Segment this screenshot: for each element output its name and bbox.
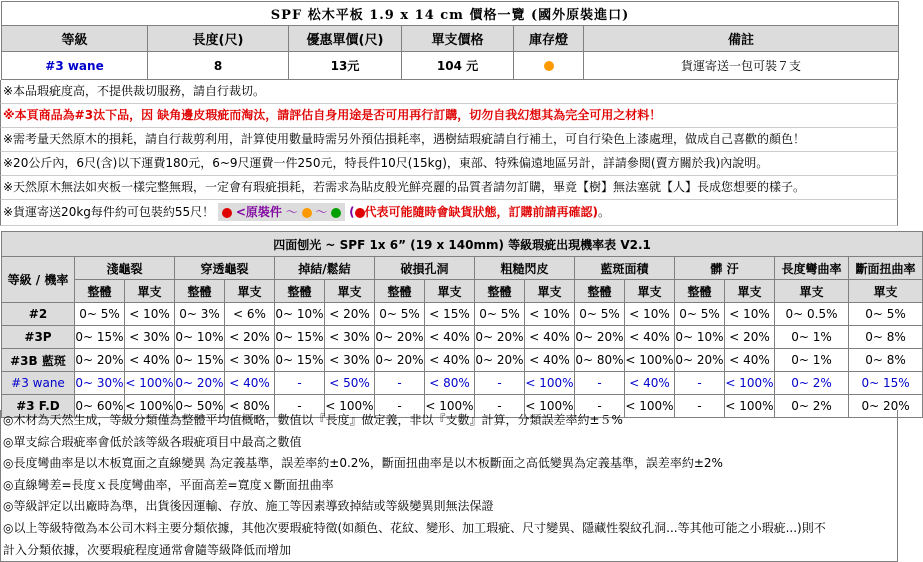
value-cell: 0~ 60%: [75, 395, 125, 418]
red-dot-icon: [355, 208, 365, 218]
value-cell: < 80%: [425, 372, 475, 395]
red-dot-icon: [222, 208, 232, 218]
subheader-whole: 整體: [175, 280, 225, 303]
value-cell: 0~ 8%: [849, 349, 923, 372]
value-cell: < 40%: [525, 326, 575, 349]
value-cell: < 30%: [225, 349, 275, 372]
green-dot-icon: [331, 208, 341, 218]
value-cell: < 10%: [125, 303, 175, 326]
subheader-single: 單支: [425, 280, 475, 303]
subheader-whole: 整體: [675, 280, 725, 303]
subheader-single: 單支: [225, 280, 275, 303]
value-cell: < 40%: [425, 326, 475, 349]
value-cell: < 30%: [325, 349, 375, 372]
subheader-single: 單支: [625, 280, 675, 303]
value-cell: 0~ 50%: [175, 395, 225, 418]
grade-link[interactable]: #3 wane: [2, 52, 148, 80]
value-cell: < 10%: [525, 303, 575, 326]
value-cell: < 100%: [525, 372, 575, 395]
value-cell: 0~ 2%: [775, 395, 849, 418]
value-cell: 0~ 20%: [175, 372, 225, 395]
subheader-single: 單支: [775, 280, 849, 303]
category-header: 粗糙閃皮: [475, 257, 575, 280]
value-cell: < 20%: [325, 303, 375, 326]
subheader-whole: 整體: [275, 280, 325, 303]
category-header: 掉結/鬆結: [275, 257, 375, 280]
table-row: [2, 372, 923, 395]
category-header: 斷面扭曲率: [849, 257, 923, 280]
value-cell: < 20%: [225, 326, 275, 349]
value-cell: -: [675, 395, 725, 418]
value-cell: < 80%: [225, 395, 275, 418]
footnote-1: ◎木材為天然生成，等級分類僅為整體平均值概略，數值以『長度』做定義，非以『支數』計算，分類誤差率約±５%: [0, 410, 898, 432]
value-cell: 0~ 30%: [75, 372, 125, 395]
value-cell: 0~ 5%: [675, 303, 725, 326]
value-cell: < 100%: [425, 395, 475, 418]
value-cell: 0~ 8%: [849, 326, 923, 349]
value-cell: 0~ 20%: [375, 326, 425, 349]
legend-sep-1: ～: [285, 205, 298, 219]
footnotes-block: [0, 410, 898, 562]
value-cell: < 100%: [625, 349, 675, 372]
value-cell: 0~ 3%: [175, 303, 225, 326]
value-cell: 0~ 15%: [275, 326, 325, 349]
subheader-single: 單支: [849, 280, 923, 303]
subheader-whole: 整體: [575, 280, 625, 303]
value-cell: -: [375, 395, 425, 418]
value-cell: 0~ 5%: [475, 303, 525, 326]
grade-cell: #2: [2, 303, 75, 326]
subheader-single: 單支: [525, 280, 575, 303]
value-cell: < 100%: [725, 372, 775, 395]
value-cell: < 40%: [225, 372, 275, 395]
value-cell: < 100%: [125, 372, 175, 395]
value-cell: 0~ 5%: [575, 303, 625, 326]
value-cell: 0~ 5%: [849, 303, 923, 326]
footnote-6: ◎以上等級特徵為本公司木料主要分類依據，其他次要瑕疵特徵(如顏色、花紋、變形、加工瑕疵、尺寸變異、隱藏性裂紋孔洞...等其他可能之小瑕疵...)則不: [0, 518, 898, 540]
note-1: ※本品瑕疵度高，不提供裁切服務，請自行裁切。: [0, 80, 898, 104]
footnote-5: ◎等級評定以出廠時為準，出貨後因運輸、存放、施工等因素導致掉結或等級變異則無法保證: [0, 496, 898, 518]
stick-price-value: 104 元: [402, 52, 514, 80]
grade-cell: #3P: [2, 326, 75, 349]
header-remark: 備註: [584, 26, 899, 52]
value-cell: -: [575, 395, 625, 418]
header-grade: 等級: [2, 26, 148, 52]
value-cell: < 40%: [525, 349, 575, 372]
value-cell: 0~ 2%: [775, 372, 849, 395]
table-row: [2, 303, 923, 326]
value-cell: 0~ 15%: [175, 349, 225, 372]
value-cell: -: [275, 372, 325, 395]
value-cell: < 10%: [625, 303, 675, 326]
value-cell: -: [275, 395, 325, 418]
value-cell: < 40%: [425, 349, 475, 372]
value-cell: 0~ 10%: [275, 303, 325, 326]
price-table-title: SPF 松木平板 1.9 x 14 cm 價格一覽 (國外原裝進口): [2, 2, 899, 26]
category-header: 藍斑面積: [575, 257, 675, 280]
note-6-prefix: ※貨運寄送20kg每件約可包裝約55尺！: [3, 205, 215, 219]
subheader-whole: 整體: [375, 280, 425, 303]
subheader-whole: 整體: [75, 280, 125, 303]
value-cell: 0~ 20%: [475, 326, 525, 349]
header-unit-price: 優惠單價(尺): [289, 26, 402, 52]
unit-price-value: 13元: [289, 52, 402, 80]
subheader-single: 單支: [725, 280, 775, 303]
value-cell: 0~ 1%: [775, 326, 849, 349]
value-cell: 0~ 20%: [849, 395, 923, 418]
value-cell: < 40%: [725, 349, 775, 372]
note-4: ※20公斤內，6尺(含)以下運費180元，6~9尺運費一件250元，特長件10尺(15kg)，東部、特殊偏遠地區另計，詳請參閱(賣方關於我)內說明。: [0, 152, 898, 176]
value-cell: < 100%: [125, 395, 175, 418]
note-5: ※天然原木無法如夾板一樣完整無瑕，一定會有瑕疵損耗，若需求為貼皮般光鮮亮麗的品質者請勿訂購，畢竟【樹】無法塞就【人】長成您想要的樣子。: [0, 176, 898, 200]
price-table: [1, 1, 899, 80]
value-cell: < 30%: [125, 326, 175, 349]
value-cell: < 10%: [725, 303, 775, 326]
footnote-3: ◎長度彎曲率是以木板寬面之直線變異 為定義基準，誤差率約±0.2%，斷面扭曲率是以木板斷面之高低變異為定義基準，誤差率約±2%: [0, 453, 898, 475]
note-3: ※需考量天然原木的損耗，請自行裁剪利用，計算使用數量時需另外預估損耗率，遇樹結瑕疵請自行補土，可自行染色上漆處理，做成自己喜歡的顏色！: [0, 128, 898, 152]
value-cell: 0~ 15%: [75, 326, 125, 349]
header-length: 長度(尺): [148, 26, 289, 52]
header-stock-light: 庫存燈: [514, 26, 584, 52]
value-cell: -: [675, 372, 725, 395]
defect-probability-table: [1, 231, 923, 418]
length-value: 8: [148, 52, 289, 80]
value-cell: 0~ 5%: [375, 303, 425, 326]
value-cell: 0~ 10%: [675, 326, 725, 349]
value-cell: < 40%: [125, 349, 175, 372]
note-6-paren: (: [349, 205, 355, 219]
value-cell: -: [475, 372, 525, 395]
value-cell: < 6%: [225, 303, 275, 326]
value-cell: 0~ 20%: [375, 349, 425, 372]
value-cell: 0~ 10%: [175, 326, 225, 349]
grade-cell: #3 wane: [2, 372, 75, 395]
value-cell: < 100%: [325, 395, 375, 418]
defect-table-title: 四面刨光 ~ SPF 1x 6” (19 x 140mm) 等級瑕疵出現機率表 V2.1: [2, 232, 923, 257]
footnote-2: ◎單支綜合瑕疵率會低於該等級各瑕疵項目中最高之數值: [0, 432, 898, 454]
value-cell: -: [375, 372, 425, 395]
footnote-7: 計入分類依據，次要瑕疵程度通常會隨等級降低而增加: [0, 540, 898, 562]
value-cell: -: [575, 372, 625, 395]
value-cell: -: [475, 395, 525, 418]
header-stick-price: 單支價格: [402, 26, 514, 52]
legend-sep-2: ～: [315, 205, 328, 219]
remark-value: 貨運寄送一包可裝７支: [584, 52, 899, 80]
subheader-single: 單支: [325, 280, 375, 303]
legend-label: <原裝件: [235, 205, 282, 219]
value-cell: 0~ 5%: [75, 303, 125, 326]
value-cell: 0~ 80%: [575, 349, 625, 372]
value-cell: < 100%: [525, 395, 575, 418]
table-row: [2, 349, 923, 372]
table-row: [2, 326, 923, 349]
value-cell: 0~ 20%: [675, 349, 725, 372]
value-cell: 0~ 20%: [575, 326, 625, 349]
subheader-single: 單支: [125, 280, 175, 303]
stock-light-dot-icon: [544, 61, 554, 71]
note-6-red-note: 代表可能隨時會缺貨狀態，訂購前請再確認): [364, 205, 599, 219]
value-cell: 0~ 0.5%: [775, 303, 849, 326]
value-cell: < 20%: [725, 326, 775, 349]
value-cell: < 40%: [625, 372, 675, 395]
note-6: [0, 200, 898, 226]
category-header: 長度彎曲率: [775, 257, 849, 280]
notes-block: [0, 80, 898, 226]
value-cell: < 50%: [325, 372, 375, 395]
grade-probability-header: 等級 / 機率: [2, 257, 75, 303]
grade-cell: #3 F.D: [2, 395, 75, 418]
value-cell: 0~ 20%: [475, 349, 525, 372]
value-cell: < 40%: [625, 326, 675, 349]
note-6-end: 。: [598, 205, 611, 219]
category-header: 穿透龜裂: [175, 257, 275, 280]
note-2-warning: ※本頁商品為#3汰下品，因 缺角邊皮瑕疵而淘汰，請評估自身用途是否可用再行訂購，切勿自我幻想其為完全可用之材料！: [0, 104, 898, 128]
orange-dot-icon: [302, 208, 312, 218]
value-cell: 0~ 15%: [275, 349, 325, 372]
value-cell: 0~ 1%: [775, 349, 849, 372]
category-header: 破損孔洞: [375, 257, 475, 280]
value-cell: 0~ 15%: [849, 372, 923, 395]
subheader-whole: 整體: [475, 280, 525, 303]
value-cell: 0~ 20%: [75, 349, 125, 372]
grade-cell: #3B 藍斑: [2, 349, 75, 372]
category-header: 髒 汙: [675, 257, 775, 280]
stock-light-cell: [514, 52, 584, 80]
value-cell: < 30%: [325, 326, 375, 349]
value-cell: < 15%: [425, 303, 475, 326]
category-header: 淺龜裂: [75, 257, 175, 280]
value-cell: < 100%: [625, 395, 675, 418]
value-cell: < 100%: [725, 395, 775, 418]
stock-legend: [218, 203, 345, 221]
footnote-4: ◎直線彎差=長度ｘ長度彎曲率，平面高差=寬度ｘ斷面扭曲率: [0, 475, 898, 497]
